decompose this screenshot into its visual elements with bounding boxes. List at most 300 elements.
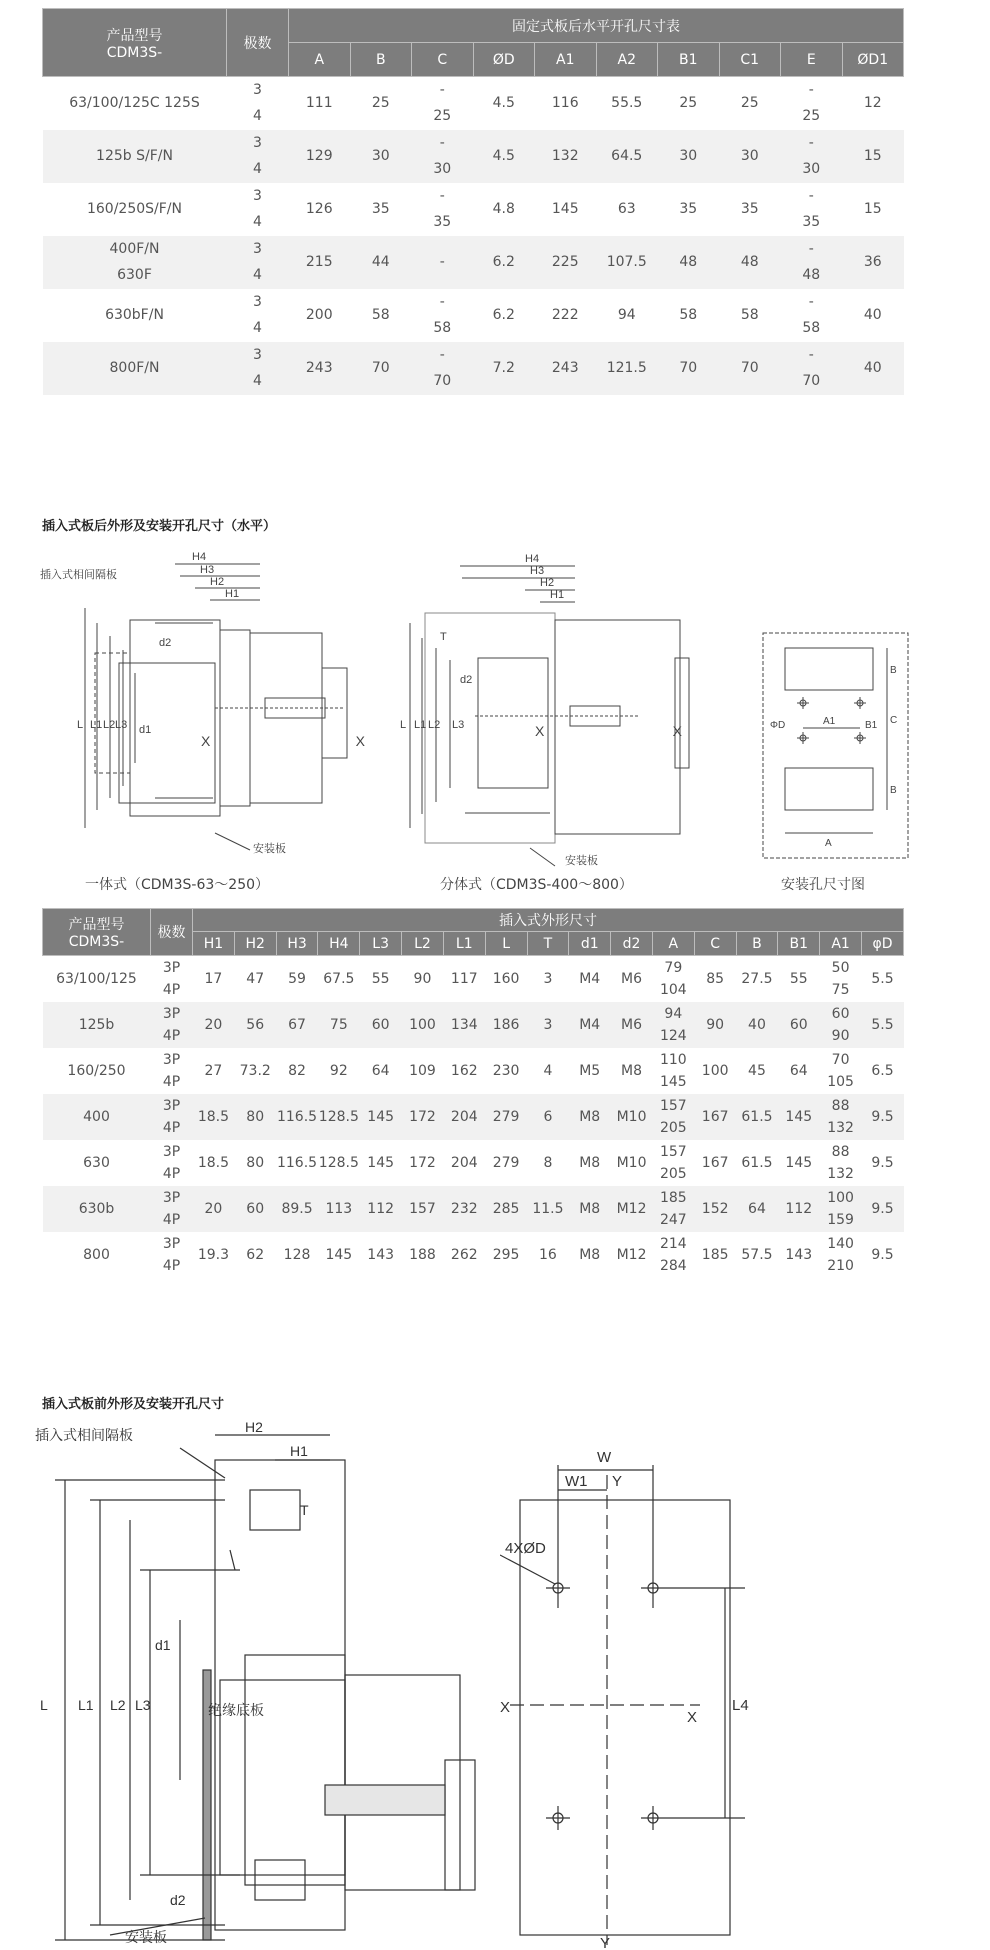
value-cell: 279: [492, 1154, 520, 1171]
value-cell: 70 105: [827, 1051, 854, 1090]
svg-text:W1: W1: [565, 1473, 588, 1490]
column-header: L3: [360, 932, 402, 956]
table-row: [43, 342, 904, 395]
poles-cell: 3 4: [253, 82, 262, 125]
value-cell: 128.5: [318, 1094, 360, 1140]
poles-cell: 3 4: [227, 236, 289, 289]
value-cell: 55: [371, 970, 390, 987]
column-header: B: [736, 932, 778, 956]
value-cell: 100: [701, 1062, 729, 1079]
value-cell: 225: [535, 236, 597, 289]
value-cell: 3: [527, 1002, 569, 1048]
value-cell: 19.3: [197, 1246, 229, 1263]
value-cell: 64: [736, 1186, 778, 1232]
poles-cell: 3P 4P: [151, 1094, 193, 1140]
value-cell: - 35: [802, 188, 821, 230]
value-cell: 79 104: [659, 959, 687, 998]
value-cell: 30: [719, 130, 781, 183]
value-cell: 145: [360, 1094, 402, 1140]
value-cell: 85: [706, 970, 725, 987]
value-cell: 45: [748, 1062, 766, 1079]
table-row: [43, 289, 904, 342]
value-cell: 30: [658, 130, 720, 183]
column-header: A1: [820, 932, 862, 956]
value-cell: 56: [234, 1002, 276, 1048]
column-header: C: [412, 43, 474, 77]
value-cell: M12: [616, 1246, 647, 1263]
value-cell: 112: [360, 1186, 402, 1232]
table-row: [43, 1232, 904, 1278]
column-header: E: [781, 43, 843, 77]
value-cell: 80: [234, 1094, 276, 1140]
svg-text:A1: A1: [823, 716, 836, 727]
poles-header: 极数: [227, 9, 289, 77]
value-cell: 40: [842, 342, 904, 395]
mounting-hole-drawing: [755, 628, 915, 868]
svg-text:L: L: [40, 1697, 48, 1713]
value-cell: - 25: [802, 82, 821, 125]
value-cell: 172: [409, 1154, 436, 1171]
value-cell: 4.5: [492, 95, 515, 112]
value-cell: 64: [371, 1062, 390, 1079]
value-cell: M6: [611, 1002, 653, 1048]
value-cell: 61.5: [741, 1154, 773, 1171]
value-cell: 3: [543, 970, 553, 987]
value-cell: 92: [329, 1062, 348, 1079]
column-header: A: [289, 43, 351, 77]
mount-plate-label: 安装板: [125, 1929, 167, 1945]
value-cell: 116.5: [276, 1154, 318, 1171]
value-cell: 117: [450, 970, 478, 987]
value-cell: 126: [305, 201, 333, 217]
split-type-drawing: [400, 548, 690, 868]
value-cell: 9.5: [862, 1094, 904, 1140]
value-cell: 63: [617, 201, 636, 217]
value-cell: 157 205: [659, 1143, 687, 1182]
value-cell: 107.5: [596, 236, 658, 289]
column-header: L: [485, 932, 527, 956]
front-hole-layout-drawing: [500, 1440, 760, 1950]
column-header: L2: [402, 932, 444, 956]
value-cell: 94 124: [652, 1002, 694, 1048]
value-cell: 143: [785, 1246, 813, 1263]
svg-text:H1: H1: [550, 589, 565, 601]
value-cell: 145: [551, 201, 579, 217]
value-cell: 82: [288, 1062, 306, 1079]
value-cell: 6.2: [473, 236, 535, 289]
poles-cell: 3 4: [253, 294, 262, 336]
value-cell: - 35: [433, 188, 452, 230]
model-cell: 63/100/125: [56, 970, 137, 987]
value-cell: - 70: [412, 342, 474, 395]
value-cell: 230: [492, 1062, 520, 1079]
value-cell: 80: [246, 1154, 265, 1171]
svg-text:H3: H3: [530, 565, 545, 577]
value-cell: 200: [305, 307, 333, 323]
value-cell: 25: [371, 95, 390, 112]
value-cell: 100 159: [820, 1186, 862, 1232]
section-heading-rear-horizontal: 插入式板后外形及安装开孔尺寸（水平）: [42, 519, 277, 534]
svg-text:X: X: [535, 723, 545, 739]
column-header: L1: [443, 932, 485, 956]
value-cell: 5.5: [862, 1002, 904, 1048]
mount-plate-label: 安装板: [253, 843, 286, 855]
value-cell: 204: [450, 1154, 478, 1171]
value-cell: 160: [492, 970, 520, 987]
value-cell: 128.5: [318, 1154, 359, 1171]
svg-text:B: B: [890, 665, 897, 676]
svg-text:L3: L3: [135, 1697, 151, 1713]
svg-text:X: X: [201, 733, 211, 749]
value-cell: 15: [842, 130, 904, 183]
value-cell: 27.5: [741, 970, 773, 987]
value-cell: 90: [413, 970, 432, 987]
value-cell: 279: [485, 1094, 527, 1140]
column-header: φD: [862, 932, 904, 956]
svg-text:H2: H2: [540, 577, 555, 589]
value-cell: 70: [658, 342, 720, 395]
value-cell: 167: [701, 1154, 729, 1171]
svg-text:H1: H1: [225, 588, 240, 600]
value-cell: 35: [371, 201, 390, 217]
poles-cell: 3 4: [227, 130, 289, 183]
column-header: H1: [193, 932, 235, 956]
value-cell: 262: [450, 1246, 478, 1263]
value-cell: 143: [367, 1246, 395, 1263]
svg-text:4XØD: 4XØD: [505, 1540, 546, 1557]
value-cell: 25: [679, 95, 698, 112]
value-cell: 25: [740, 95, 759, 112]
poles-cell: 3 4: [227, 342, 289, 395]
value-cell: 30: [350, 130, 412, 183]
value-cell: - 70: [781, 342, 843, 395]
column-header: A: [652, 932, 694, 956]
value-cell: M8: [569, 1186, 611, 1232]
value-cell: 40: [863, 307, 882, 323]
value-cell: - 30: [412, 130, 474, 183]
model-header: 产品型号 CDM3S-: [43, 9, 227, 77]
svg-text:L: L: [400, 719, 407, 731]
section-heading-front-plugin: 插入式板前外形及安装开孔尺寸: [42, 1397, 225, 1412]
value-cell: 11.5: [527, 1186, 569, 1232]
value-cell: 5.5: [871, 970, 894, 987]
value-cell: - 48: [781, 236, 843, 289]
column-header: B1: [778, 932, 820, 956]
model-cell: 63/100/125C 125S: [69, 95, 200, 112]
value-cell: 27: [204, 1062, 223, 1079]
value-cell: 134: [443, 1002, 485, 1048]
value-cell: 4: [543, 1062, 553, 1079]
value-cell: 64: [789, 1062, 808, 1079]
value-cell: 232: [443, 1186, 485, 1232]
integrated-type-drawing: [35, 548, 365, 868]
column-header: T: [527, 932, 569, 956]
model-cell: 630bF/N: [105, 307, 164, 323]
value-cell: 40: [736, 1002, 778, 1048]
value-cell: 157: [402, 1186, 444, 1232]
front-plugin-side-drawing: [30, 1420, 490, 1948]
model-header: 产品型号 CDM3S-: [43, 909, 151, 956]
value-cell: 57.5: [741, 1246, 773, 1263]
value-cell: 94: [617, 307, 636, 323]
svg-text:L2: L2: [103, 719, 116, 731]
model-cell: 400F/N 630F: [43, 236, 227, 289]
value-cell: 44: [350, 236, 412, 289]
column-header: d1: [569, 932, 611, 956]
value-cell: 90: [694, 1002, 736, 1048]
table-row: [43, 236, 904, 289]
poles-cell: 3P 4P: [162, 1143, 181, 1182]
column-header: ØD1: [842, 43, 904, 77]
value-cell: 110 145: [659, 1051, 687, 1090]
svg-text:L2: L2: [110, 1697, 126, 1713]
table-row: [43, 956, 904, 1002]
svg-text:Y: Y: [600, 1935, 611, 1950]
value-cell: M8: [579, 1154, 601, 1171]
svg-text:A: A: [825, 838, 832, 849]
svg-text:ΦD: ΦD: [770, 720, 786, 731]
value-cell: -: [412, 236, 474, 289]
svg-text:d1: d1: [139, 724, 152, 736]
value-cell: 55.5: [611, 95, 643, 112]
value-cell: 58: [740, 307, 759, 323]
value-cell: 36: [842, 236, 904, 289]
value-cell: 60: [234, 1186, 276, 1232]
value-cell: 47: [246, 970, 265, 987]
value-cell: 112: [778, 1186, 820, 1232]
value-cell: 204: [443, 1094, 485, 1140]
column-header: A1: [535, 43, 597, 77]
value-cell: 185: [701, 1246, 729, 1263]
value-cell: 67.5: [323, 970, 355, 987]
value-cell: 121.5: [596, 342, 658, 395]
column-header: A2: [596, 43, 658, 77]
value-cell: 113: [318, 1186, 360, 1232]
value-cell: 4.5: [473, 130, 535, 183]
value-cell: 186: [485, 1002, 527, 1048]
svg-text:B: B: [890, 785, 897, 796]
value-cell: 88 132: [827, 1143, 854, 1182]
value-cell: 152: [694, 1186, 736, 1232]
svg-text:H2: H2: [245, 1420, 263, 1435]
poles-cell: 3P 4P: [162, 1051, 181, 1090]
svg-text:X: X: [687, 1709, 698, 1726]
value-cell: 145: [778, 1094, 820, 1140]
svg-text:L3: L3: [452, 719, 465, 731]
column-header: H4: [318, 932, 360, 956]
svg-text:d2: d2: [460, 674, 473, 686]
value-cell: 128: [283, 1246, 311, 1263]
column-header: C1: [719, 43, 781, 77]
value-cell: 16: [538, 1246, 557, 1263]
value-cell: 73.2: [239, 1062, 271, 1079]
model-cell: 800F/N: [43, 342, 227, 395]
value-cell: 145: [785, 1154, 813, 1171]
value-cell: 58: [679, 307, 698, 323]
value-cell: 60 90: [820, 1002, 862, 1048]
value-cell: 64.5: [596, 130, 658, 183]
model-cell: 400: [43, 1094, 151, 1140]
partition-label: 插入式相间隔板: [40, 569, 117, 581]
model-cell: 630b: [43, 1186, 151, 1232]
table-row: [43, 1048, 904, 1094]
table-row: [43, 1186, 904, 1232]
svg-text:L1: L1: [90, 719, 103, 731]
value-cell: 116.5: [276, 1094, 318, 1140]
column-header: B: [350, 43, 412, 77]
value-cell: M8: [579, 1246, 601, 1263]
poles-cell: 3P 4P: [162, 959, 181, 998]
svg-text:d1: d1: [155, 1637, 171, 1653]
column-header: C: [694, 932, 736, 956]
column-header: H2: [234, 932, 276, 956]
svg-text:C: C: [890, 715, 898, 726]
value-cell: 6.2: [492, 307, 515, 323]
partition-label: 插入式相间隔板: [35, 1427, 133, 1443]
value-cell: 88 132: [820, 1094, 862, 1140]
svg-text:L: L: [77, 719, 84, 731]
value-cell: 185 247: [652, 1186, 694, 1232]
value-cell: M10: [611, 1094, 653, 1140]
value-cell: 295: [492, 1246, 520, 1263]
value-cell: 55: [789, 970, 808, 987]
model-cell: 630: [83, 1154, 110, 1171]
value-cell: 7.2: [473, 342, 535, 395]
value-cell: M10: [616, 1154, 647, 1171]
svg-text:L1: L1: [78, 1697, 94, 1713]
value-cell: 145: [367, 1154, 395, 1171]
value-cell: 9.5: [871, 1246, 894, 1263]
value-cell: M5: [579, 1062, 601, 1079]
value-cell: 109: [409, 1062, 436, 1079]
fixed-mount-hole-table: [42, 8, 904, 395]
value-cell: 162: [450, 1062, 478, 1079]
value-cell: M4: [569, 1002, 611, 1048]
value-cell: 20: [193, 1002, 235, 1048]
value-cell: 100: [402, 1002, 444, 1048]
insulating-base-label: 绝缘底板: [208, 1702, 264, 1718]
svg-text:W: W: [597, 1449, 612, 1466]
value-cell: 132: [535, 130, 597, 183]
model-cell: 800: [83, 1246, 110, 1263]
value-cell: M4: [579, 970, 601, 987]
value-cell: 167: [694, 1094, 736, 1140]
value-cell: 140 210: [827, 1235, 854, 1274]
value-cell: 18.5: [193, 1094, 235, 1140]
value-cell: 75: [318, 1002, 360, 1048]
value-cell: 48: [719, 236, 781, 289]
value-cell: 50 75: [831, 959, 850, 998]
svg-text:H2: H2: [210, 576, 225, 588]
group-header: 固定式板后水平开孔尺寸表: [289, 9, 904, 43]
group-header: 插入式外形尺寸: [193, 909, 904, 932]
value-cell: 4.8: [492, 201, 515, 217]
value-cell: 17: [204, 970, 223, 987]
poles-cell: 3P 4P: [151, 1002, 193, 1048]
value-cell: 188: [409, 1246, 436, 1263]
poles-cell: 3P 4P: [162, 1235, 181, 1274]
value-cell: 62: [246, 1246, 265, 1263]
value-cell: 243: [535, 342, 597, 395]
value-cell: 6: [527, 1094, 569, 1140]
svg-text:X: X: [355, 733, 365, 749]
value-cell: 60: [360, 1002, 402, 1048]
value-cell: 222: [551, 307, 579, 323]
svg-text:L3: L3: [115, 719, 128, 731]
table-row: [43, 1140, 904, 1186]
table-row: [43, 130, 904, 183]
value-cell: 20: [193, 1186, 235, 1232]
value-cell: 35: [740, 201, 759, 217]
value-cell: 243: [289, 342, 351, 395]
poles-header: 极数: [151, 909, 193, 956]
value-cell: - 25: [433, 82, 452, 125]
value-cell: 9.5: [871, 1154, 894, 1171]
table-row: [43, 183, 904, 236]
caption-split: 分体式（CDM3S-400～800）: [440, 877, 633, 893]
svg-text:X: X: [672, 723, 682, 739]
value-cell: M12: [611, 1186, 653, 1232]
value-cell: 129: [289, 130, 351, 183]
value-cell: 172: [402, 1094, 444, 1140]
value-cell: 8: [543, 1154, 553, 1171]
svg-text:T: T: [440, 631, 447, 643]
value-cell: 215: [289, 236, 351, 289]
value-cell: M8: [621, 1062, 643, 1079]
model-cell: 125b S/F/N: [43, 130, 227, 183]
value-cell: 9.5: [862, 1186, 904, 1232]
svg-text:L4: L4: [732, 1697, 749, 1714]
value-cell: 6.5: [871, 1062, 894, 1079]
value-cell: 111: [305, 95, 333, 112]
column-header: H3: [276, 932, 318, 956]
value-cell: - 30: [781, 130, 843, 183]
value-cell: 18.5: [197, 1154, 229, 1171]
column-header: ØD: [473, 43, 535, 77]
poles-cell: 3 4: [253, 188, 262, 230]
svg-text:d2: d2: [159, 637, 172, 649]
value-cell: 89.5: [276, 1186, 318, 1232]
caption-mounting-hole: 安装孔尺寸图: [781, 877, 865, 893]
value-cell: 60: [778, 1002, 820, 1048]
caption-integrated: 一体式（CDM3S-63～250）: [85, 877, 270, 893]
value-cell: M8: [569, 1094, 611, 1140]
value-cell: 61.5: [736, 1094, 778, 1140]
svg-text:X: X: [500, 1699, 511, 1716]
model-cell: 125b: [43, 1002, 151, 1048]
svg-text:L2: L2: [428, 719, 441, 731]
table-row: [43, 1002, 904, 1048]
value-cell: 15: [863, 201, 882, 217]
value-cell: - 58: [433, 294, 452, 336]
svg-text:H4: H4: [525, 553, 540, 565]
svg-text:d2: d2: [170, 1892, 186, 1908]
svg-text:Y: Y: [612, 1473, 623, 1490]
value-cell: M6: [621, 970, 643, 987]
value-cell: 285: [485, 1186, 527, 1232]
svg-text:H3: H3: [200, 564, 215, 576]
svg-text:T: T: [300, 1502, 309, 1518]
value-cell: 48: [658, 236, 720, 289]
svg-text:H4: H4: [192, 551, 207, 563]
value-cell: 70: [719, 342, 781, 395]
model-cell: 160/250S/F/N: [86, 201, 182, 217]
mount-plate-label: 安装板: [565, 855, 598, 867]
value-cell: 59: [288, 970, 306, 987]
value-cell: 145: [325, 1246, 353, 1263]
value-cell: 157 205: [652, 1094, 694, 1140]
column-header: B1: [658, 43, 720, 77]
